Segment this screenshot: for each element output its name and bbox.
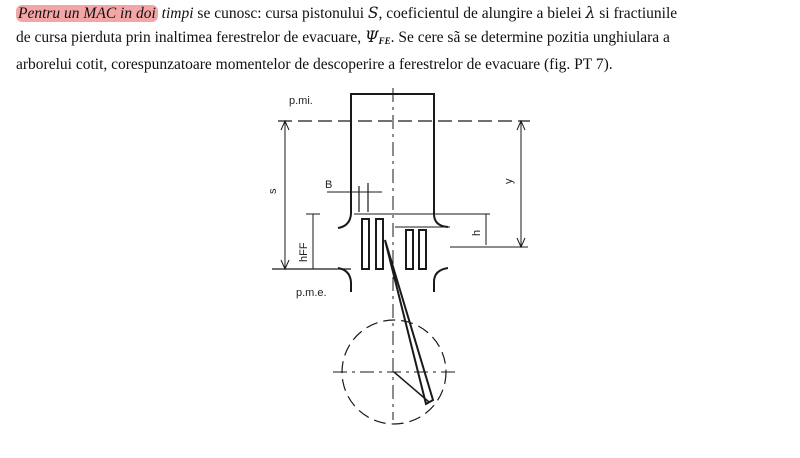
- text-part-3: si fractiunile: [595, 5, 678, 22]
- label-h: h: [471, 229, 483, 236]
- label-b: B: [325, 179, 333, 191]
- cylinder-wall-right-bottom: [434, 268, 448, 292]
- italic-word: timpi: [161, 5, 194, 22]
- text-line-2a: de cursa pierduta prin inaltimea ferestrelor de evacuare,: [16, 28, 365, 46]
- port-bar-4: [419, 230, 426, 269]
- symbol-psi: Ψ: [365, 27, 379, 46]
- crank-arm: [394, 372, 429, 402]
- text-line-3: arborelui cotit, corespunzatoare momentelor de descoperire a ferestrelor de evacuare (fig. PT 7).: [16, 56, 613, 73]
- symbol-lambda: λ: [585, 4, 596, 22]
- label-hff: hFF: [298, 242, 310, 262]
- psi-subscript: FE: [378, 35, 391, 46]
- port-bar-3: [406, 230, 413, 269]
- cylinder-wall-left-bottom: [338, 268, 351, 292]
- port-bar-1: [362, 219, 369, 269]
- symbol-s: S: [367, 4, 379, 22]
- label-pme: p.m.e.: [296, 287, 327, 299]
- text-part-2: , coeficientul de alungire a bielei: [378, 5, 586, 22]
- port-bar-2: [376, 219, 383, 269]
- text-part-1: se cunosc: cursa pistonului: [193, 5, 368, 22]
- label-y: y: [503, 178, 515, 184]
- label-pmi: p.mi.: [289, 95, 313, 107]
- highlighted-phrase: Pentru un MAC in doi: [18, 5, 156, 22]
- cylinder-wall-left-top: [338, 214, 351, 228]
- label-s: s: [267, 188, 279, 194]
- text-line-2b: . Se cere sã se determine pozitia unghiulara a: [390, 28, 670, 46]
- cylinder-wall-right-top: [434, 214, 448, 227]
